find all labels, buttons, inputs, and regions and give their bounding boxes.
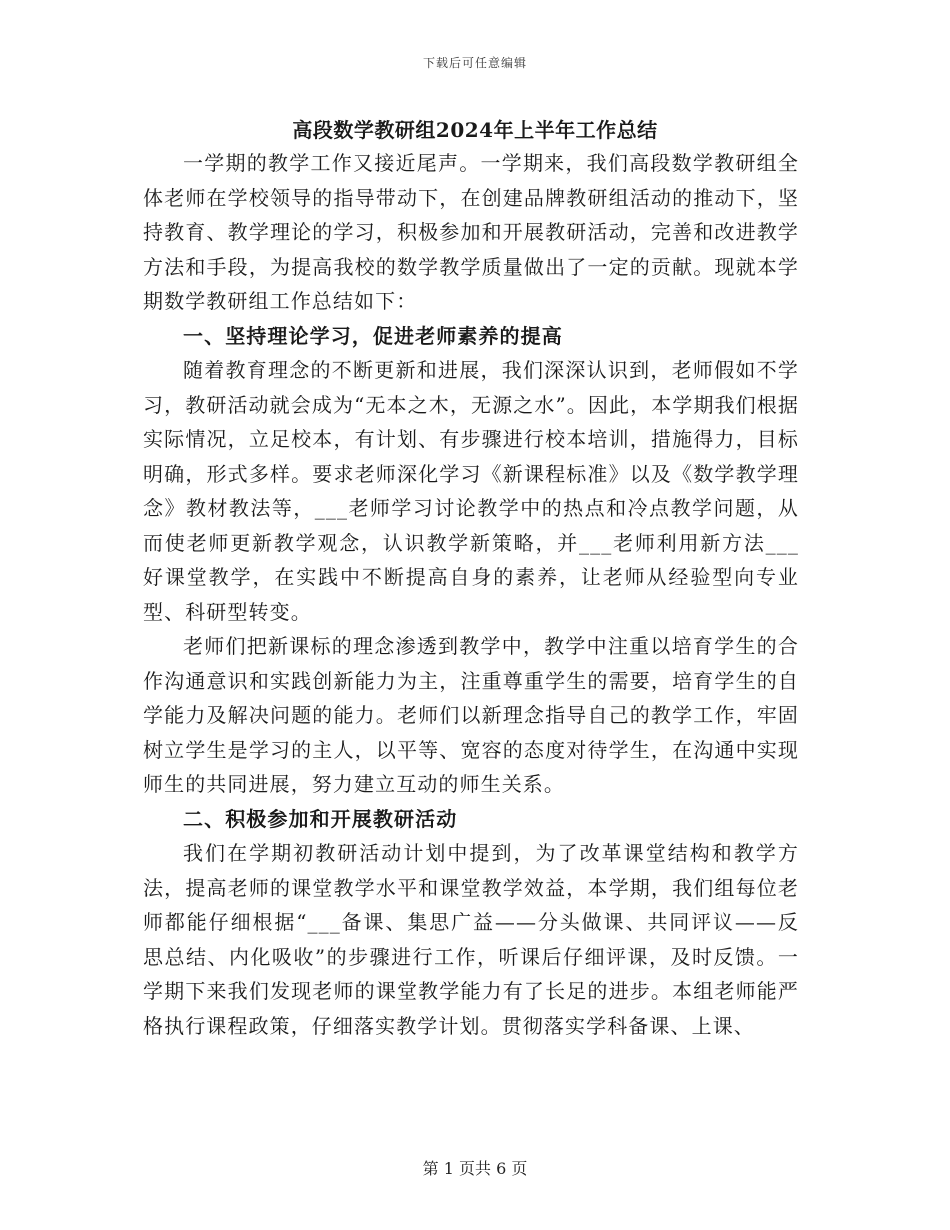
section-heading-2: 二、积极参加和开展教研活动	[183, 806, 458, 831]
page-header-note: 下载后可任意编辑	[422, 56, 527, 70]
section1-paragraph-2: 老师们把新课标的理念渗透到教学中，教学中注重以培育学生的合作沟通意识和实践创新能力为主，注重尊重学生的需要，培育学生的自学能力及解决问题的能力。老师们以新理念指导自己的教学工作，牢固树立学生是学习的主人，以平等、宽容的态度对待学生，在沟通中实现师生的共同进展，努力建立互动的师生关系。	[143, 634, 799, 796]
section-heading-1: 一、坚持理论学习，促进老师素养的提高	[183, 323, 563, 348]
document-body	[143, 146, 799, 1043]
document-title: 高段数学教研组2024年上半年工作总结	[292, 118, 658, 142]
intro-paragraph: 一学期的教学工作又接近尾声。一学期来，我们高段数学教研组全体老师在学校领导的指导带动下，在创建品牌教研组活动的推动下，坚持教育、教学理论的学习，积极参加和开展教研活动，完善和改进教学方法和手段，为提高我校的数学教学质量做出了一定的贡献。现就本学期数学教研组工作总结如下：	[143, 151, 799, 313]
section1-paragraph-1: 随着教育理念的不断更新和进展，我们深深认识到，老师假如不学习，教研活动就会成为“无本之木，无源之水”。因此，本学期我们根据实际情况，立足校本，有计划、有步骤进行校本培训，措施得力，目标明确，形式多样。要求老师深化学习《新课程标准》以及《数学教学理念》教材教法等，___老师学习讨论教学中的热点和冷点教学问题，从而使老师更新教学观念，认识教学新策略，并___老师利用新方法___好课堂教学，在实践中不断提高自身的素养，让老师从经验型向专业型、科研型转变。	[143, 358, 799, 624]
page-number: 第 1 页共 6 页	[422, 1159, 528, 1178]
section2-paragraph-1: 我们在学期初教研活动计划中提到，为了改革课堂结构和教学方法，提高老师的课堂教学水平和课堂教学效益，本学期，我们组每位老师都能仔细根据“___备课、集思广益——分头做课、共同评议——反思总结、内化吸收”的步骤进行工作，听课后仔细评课，及时反馈。一学期下来我们发现老师的课堂教学能力有了长足的进步。本组老师能严格执行课程政策，仔细落实教学计划。贯彻落实学科备课、上课、	[143, 841, 799, 1038]
